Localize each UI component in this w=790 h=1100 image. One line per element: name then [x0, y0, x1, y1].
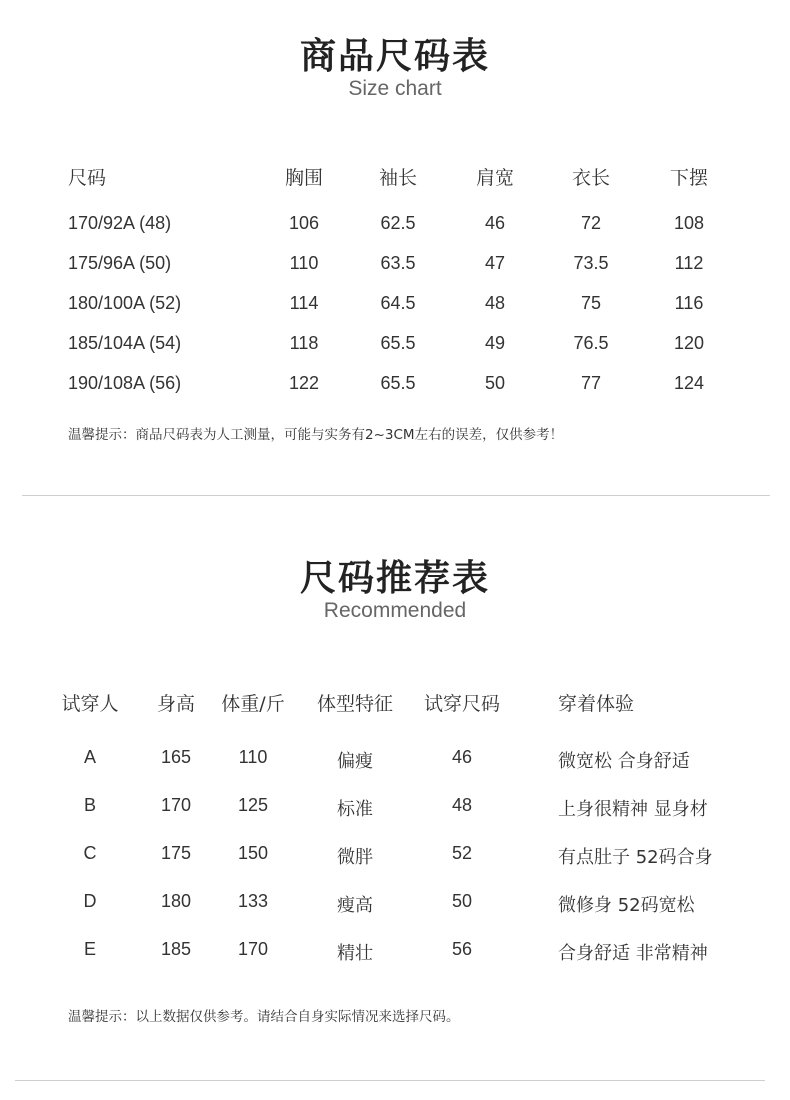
size_chart-table-cell: 180/100A (52): [68, 293, 182, 313]
size_chart-table-cell: 75: [580, 293, 602, 313]
size_chart-table-cell: 64.5: [380, 293, 416, 313]
recommended-header-cell: 试穿人: [61, 693, 119, 715]
recommended-table-cell: 110: [238, 747, 268, 767]
recommended-table-cell: 175: [160, 843, 192, 863]
size_chart-table-cell: 73.5: [573, 253, 609, 273]
recommended-table-cell: 瘦高: [337, 895, 373, 916]
recommended-table-cell: 52: [451, 843, 473, 863]
size_chart-table-cell: 116: [674, 293, 704, 313]
recommended-table-cell: 180: [160, 891, 192, 911]
bottom-divider: [15, 1080, 765, 1081]
recommended-table-cell: B: [83, 795, 97, 815]
size_chart-table-cell: 120: [673, 333, 705, 353]
size_chart-table-cell: 72: [580, 213, 602, 233]
recommended-table-cell: 150: [237, 843, 269, 863]
size_chart-table-cell: 190/108A (56): [68, 373, 182, 393]
size_chart-header-cell: 衣长: [571, 167, 611, 189]
size_chart-header-cell: 肩宽: [475, 167, 515, 189]
recommended-table-cell: 50: [451, 891, 473, 911]
recommended-table-cell: 上身很精神 显身材: [558, 799, 708, 820]
recommended-table-cell: 微宽松 合身舒适: [558, 751, 690, 772]
recommended-header-cell: 体重/斤: [221, 693, 285, 715]
size_chart-table-cell: 76.5: [573, 333, 609, 353]
recommended-header-cell: 穿着体验: [558, 693, 635, 715]
size_chart-table-cell: 114: [289, 293, 319, 313]
size_chart-table-cell: 65.5: [380, 333, 416, 353]
size_chart-table-cell: 124: [673, 373, 705, 393]
size_chart-table-cell: 49: [484, 333, 506, 353]
size_chart-table-cell: 118: [289, 333, 319, 353]
recommended-table-cell: 微胖: [337, 847, 373, 868]
recommended-table-cell: 合身舒适 非常精神: [558, 943, 708, 964]
size_chart-table-cell: 106: [288, 213, 320, 233]
size_chart-table-cell: 175/96A (50): [68, 253, 172, 273]
recommended-table-cell: 170: [237, 939, 269, 959]
size_chart-table-cell: 48: [484, 293, 506, 313]
recommended-table-cell: 185: [160, 939, 192, 959]
size_chart-header-cell: 胸围: [284, 167, 324, 189]
recommended-table-cell: 56: [451, 939, 473, 959]
size_chart-table-cell: 63.5: [380, 253, 416, 273]
recommended-table-cell: 46: [451, 747, 473, 767]
size_chart-table-cell: 46: [484, 213, 506, 233]
size_chart-table-cell: 77: [580, 373, 602, 393]
size_chart-table-cell: 62.5: [380, 213, 416, 233]
recommended-title: 尺码推荐表: [299, 558, 490, 599]
recommended-table-cell: 133: [237, 891, 269, 911]
recommended-subtitle: Recommended: [323, 599, 467, 622]
recommended-table-cell: D: [83, 891, 97, 911]
recommended-table-cell: 偏瘦: [337, 751, 373, 772]
recommended-table-cell: E: [83, 939, 97, 959]
recommended-header-cell: 体型特征: [316, 693, 394, 715]
recommended-table-cell: C: [83, 843, 97, 863]
recommended-table-cell: 有点肚子 52码合身: [558, 847, 713, 868]
size_chart-table-cell: 185/104A (54): [68, 333, 182, 353]
size_chart-table-cell: 112: [674, 253, 704, 273]
size_chart-table-cell: 170/92A (48): [68, 213, 172, 233]
size-chart-note: 温馨提示：商品尺码表为人工测量，可能与实务有2~3CM左右的误差，仅供参考！: [68, 427, 564, 443]
recommended-table-cell: 125: [237, 795, 269, 815]
recommended-table-cell: 165: [160, 747, 192, 767]
size_chart-table-cell: 47: [484, 253, 506, 273]
size_chart-header-cell: 下摆: [669, 167, 709, 189]
size_chart-table-cell: 65.5: [380, 373, 416, 393]
recommended-table-cell: 48: [451, 795, 473, 815]
recommended-table-cell: 170: [160, 795, 192, 815]
recommended-table-cell: 标准: [337, 799, 373, 820]
size_chart-header-cell: 尺码: [68, 167, 107, 189]
size_chart-header-cell: 袖长: [378, 167, 418, 189]
recommended-header-cell: 身高: [156, 693, 196, 715]
recommended-table-cell: 微修身 52码宽松: [558, 895, 695, 916]
recommended-header-cell: 试穿尺码: [423, 693, 501, 715]
size_chart-table-cell: 110: [289, 253, 319, 273]
size_chart-table-cell: 122: [288, 373, 320, 393]
size-chart-title: 商品尺码表: [299, 36, 490, 77]
recommended-note: 温馨提示：以上数据仅供参考。请结合自身实际情况来选择尺码。: [68, 1009, 460, 1025]
size_chart-table-cell: 108: [673, 213, 705, 233]
recommended-table-cell: 精壮: [337, 943, 373, 964]
section-divider: [22, 495, 770, 496]
size-chart-subtitle: Size chart: [348, 77, 442, 100]
recommended-table-cell: A: [83, 747, 97, 767]
size_chart-table-cell: 50: [484, 373, 506, 393]
